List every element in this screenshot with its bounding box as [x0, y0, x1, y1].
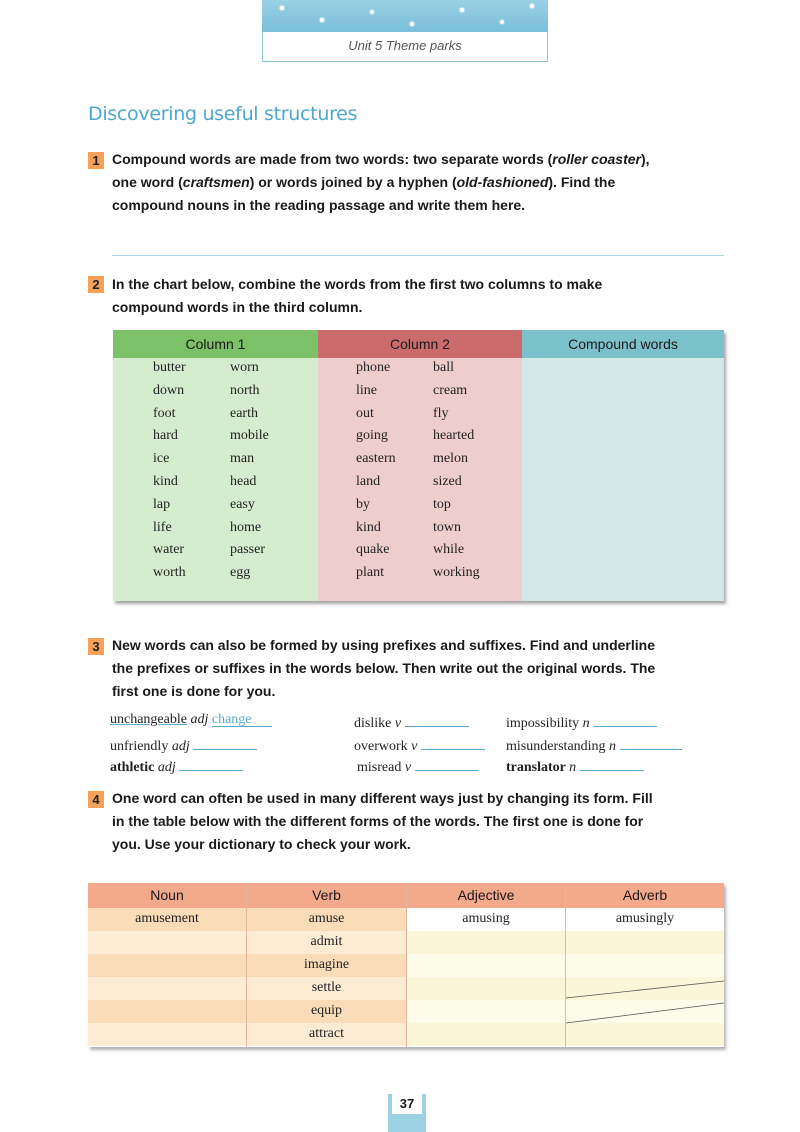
answer-blank[interactable] — [593, 712, 657, 727]
chart-word: worn — [230, 360, 259, 375]
exercise-2-number: 2 — [88, 276, 104, 293]
item-misunderstanding: misunderstanding n — [506, 735, 682, 755]
answer-blank[interactable] — [421, 735, 485, 750]
answer-blank[interactable] — [415, 756, 479, 771]
table-cell[interactable] — [566, 1023, 724, 1046]
table-cell: settle — [247, 977, 406, 1000]
table-cell[interactable] — [407, 1000, 565, 1023]
table-cell[interactable] — [88, 1000, 246, 1023]
table-cell[interactable] — [566, 931, 724, 954]
item-overwork: overwork v — [354, 735, 485, 755]
item-dislike: dislike v — [354, 712, 469, 732]
chart-word: sized — [433, 474, 462, 489]
exercise-3-instructions: New words can also be formed by using prefixes and suffixes. Find and underline the prefixes or suffixes in the words below. Then write out the original words. The first one is done for you. — [112, 637, 656, 699]
chart-word: kind — [356, 519, 381, 535]
table-cell[interactable] — [407, 1023, 565, 1046]
banner-image — [262, 0, 548, 32]
table-cell[interactable] — [407, 954, 565, 977]
table-cell: amusing — [407, 908, 565, 931]
chart-word: land — [356, 474, 381, 489]
exercise-1-instructions: Compound words are made from two words: two separate words (roller coaster), one word (craftsmen) or words joined by a hyphen (old-fashioned). Find the compound nouns in the reading passage and write them here. — [112, 151, 650, 213]
chart-word: home — [230, 519, 262, 535]
item-athletic: athletic adj — [110, 756, 243, 776]
chart-word: water — [153, 542, 185, 558]
chart-word: man — [230, 451, 255, 467]
chart-word: while — [433, 542, 465, 558]
table-cell[interactable] — [88, 977, 246, 1000]
answer-blank[interactable] — [193, 735, 257, 750]
item-translator: translator n — [506, 756, 644, 776]
table-cell: imagine — [247, 954, 406, 977]
table-cell: attract — [247, 1023, 406, 1046]
chart-word: ball — [433, 360, 454, 375]
chart-word: easy — [230, 496, 255, 512]
adverb-header: Adverb — [566, 883, 724, 908]
table-cell[interactable] — [566, 954, 724, 977]
chart-word: kind — [153, 474, 178, 489]
chart-word: mobile — [230, 428, 269, 444]
table-cell[interactable] — [88, 1023, 246, 1046]
example-answer: change — [212, 712, 272, 727]
chart-word: town — [433, 519, 461, 535]
verb-header: Verb — [247, 883, 406, 908]
exercise-4-number: 4 — [88, 791, 104, 808]
table-cell: amusement — [88, 908, 246, 931]
chart-word: passer — [230, 542, 265, 558]
chart-word: egg — [230, 565, 251, 581]
column-1-body — [113, 330, 318, 601]
chart-word: phone — [356, 360, 391, 375]
column-1-header: Column 1 — [113, 330, 318, 358]
chart-word: north — [230, 382, 260, 398]
chart-word: cream — [433, 382, 468, 398]
exercise-1-answer-line[interactable] — [112, 255, 724, 256]
chart-word: fly — [433, 405, 449, 421]
chart-word: butter — [153, 360, 186, 375]
exercise-3-number: 3 — [88, 638, 104, 655]
compound-words-header: Compound words — [522, 330, 724, 358]
table-cell[interactable] — [88, 931, 246, 954]
chart-word: line — [356, 382, 377, 398]
pen-marks — [566, 977, 724, 1025]
item-impossibility: impossibility n — [506, 712, 657, 732]
column-divider — [246, 883, 247, 1047]
exercise-4-instructions: One word can often be used in many different ways just by changing its form. Fill in the table below with the different forms of the words. The first one is done for you. Use your dictionary to check your work. — [112, 790, 653, 852]
chart-word: down — [153, 382, 185, 398]
example-item: unchangeable adj change — [110, 712, 272, 728]
chart-word: head — [230, 474, 257, 489]
page-number: 37 — [392, 1094, 422, 1114]
chart-word: top — [433, 496, 451, 512]
chart-word: plant — [356, 565, 384, 581]
chart-word: ice — [153, 451, 170, 467]
chart-word: life — [153, 519, 172, 535]
column-2-body — [318, 330, 522, 601]
answer-blank[interactable] — [580, 756, 644, 771]
table-cell: amusingly — [566, 908, 724, 931]
compound-words-answer-area[interactable] — [522, 330, 724, 601]
chart-word: quake — [356, 542, 390, 558]
answer-blank[interactable] — [620, 735, 682, 750]
unit-title: Unit 5 Theme parks — [348, 38, 462, 53]
chart-word: out — [356, 405, 374, 421]
table-cell[interactable] — [88, 954, 246, 977]
chart-word: lap — [153, 496, 171, 512]
column-2-header: Column 2 — [318, 330, 522, 358]
exercise-1-number: 1 — [88, 152, 104, 169]
table-cell: equip — [247, 1000, 406, 1023]
column-divider — [406, 883, 407, 1047]
compound-words-chart — [113, 330, 724, 601]
section-title: Discovering useful structures — [88, 103, 358, 125]
chart-word: melon — [433, 451, 468, 467]
chart-word: hard — [153, 428, 178, 444]
answer-blank[interactable] — [179, 756, 243, 771]
table-cell: amuse — [247, 908, 406, 931]
chart-word: going — [356, 428, 388, 444]
table-cell[interactable] — [407, 931, 565, 954]
adjective-header: Adjective — [407, 883, 565, 908]
chart-word: foot — [153, 405, 176, 421]
table-cell: admit — [247, 931, 406, 954]
table-cell[interactable] — [407, 977, 565, 1000]
chart-word: by — [356, 496, 370, 512]
chart-word: working — [433, 565, 480, 581]
item-misread: misread v — [357, 756, 479, 776]
chart-word: eastern — [356, 451, 396, 467]
item-unfriendly: unfriendly adj — [110, 735, 257, 755]
exercise-2-instructions: In the chart below, combine the words from the first two columns to make compound words in the third column. — [112, 276, 603, 315]
noun-header: Noun — [88, 883, 246, 908]
word-forms-table — [88, 883, 724, 1047]
answer-blank[interactable] — [405, 712, 469, 727]
chart-word: earth — [230, 405, 258, 421]
chart-word: hearted — [433, 428, 475, 444]
chart-word: worth — [153, 565, 186, 581]
